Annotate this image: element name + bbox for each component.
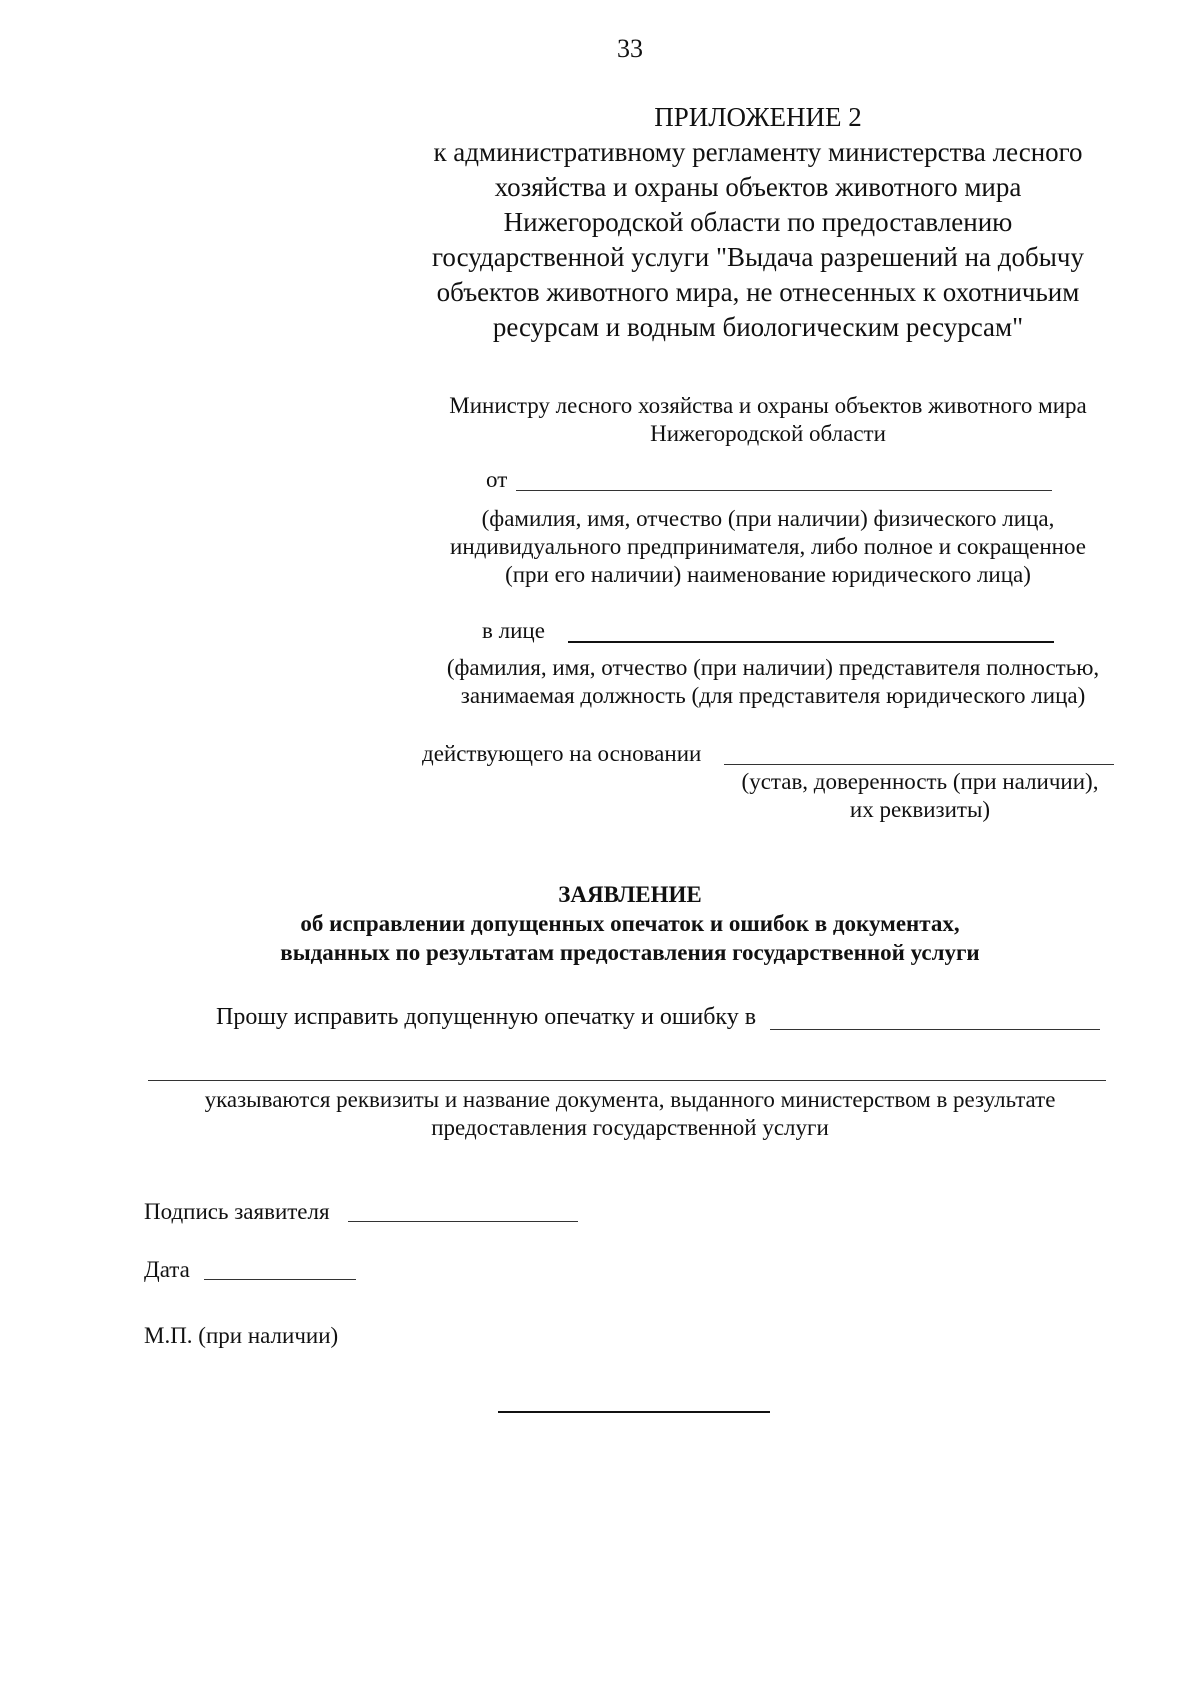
from-label: от: [486, 467, 508, 492]
from-hint: [418, 505, 1118, 589]
appendix-header: [408, 100, 1108, 345]
represented-hint-line-2: занимаемая должность (для представителя юридического лица): [460, 683, 1086, 708]
appendix-line-2: хозяйства и охраны объектов животного мира: [494, 172, 1022, 202]
closing-separator: [498, 1411, 770, 1413]
from-hint-line-1: (фамилия, имя, отчество (при наличии) физического лица,: [481, 506, 1055, 531]
addressee-line-1: Министру лесного хозяйства и охраны объектов животного мира: [449, 393, 1087, 418]
addressee-line-2: Нижегородской области: [650, 421, 886, 446]
appendix-line-6: ресурсам и водным биологическим ресурсам": [492, 312, 1024, 342]
page-number: 33: [617, 34, 643, 63]
request-text: Прошу исправить допущенную опечатку и ошибку в: [216, 1004, 757, 1030]
from-hint-line-2: индивидуального предпринимателя, либо полное и сокращенное: [450, 534, 1086, 559]
stamp-label: М.П. (при наличии): [144, 1323, 339, 1348]
from-input-line[interactable]: [516, 490, 1052, 491]
appendix-title: ПРИЛОЖЕНИЕ 2: [654, 102, 862, 132]
from-hint-line-3: (при его наличии) наименование юридического лица): [505, 562, 1031, 587]
request-hint-line-1: указываются реквизиты и название документа, выданного министерством в результате: [204, 1087, 1056, 1112]
date-input-line[interactable]: [204, 1279, 356, 1280]
request-hint-line-2: предоставления государственной услуги: [431, 1115, 829, 1140]
signature-input-line[interactable]: [348, 1221, 578, 1222]
basis-hint: [720, 768, 1120, 824]
statement-heading: [150, 880, 1110, 967]
signature-label: Подпись заявителя: [144, 1199, 330, 1224]
date-label: Дата: [144, 1257, 190, 1282]
statement-title: ЗАЯВЛЕНИЕ: [558, 882, 702, 907]
basis-hint-line-2: их реквизиты): [849, 797, 991, 822]
basis-label: действующего на основании: [422, 741, 702, 766]
represented-hint: [418, 654, 1128, 710]
basis-hint-line-1: (устав, доверенность (при наличии),: [741, 769, 1099, 794]
addressee-block: [418, 392, 1118, 448]
document-details-input-line[interactable]: [148, 1080, 1106, 1081]
statement-subtitle-1: об исправлении допущенных опечаток и ошибок в документах,: [300, 911, 960, 936]
represented-input-line[interactable]: [568, 641, 1054, 643]
appendix-line-1: к административному регламенту министерства лесного: [433, 137, 1083, 167]
appendix-line-3: Нижегородской области по предоставлению: [503, 207, 1013, 237]
appendix-line-4: государственной услуги "Выдача разрешений на добычу: [432, 242, 1084, 272]
appendix-line-5: объектов животного мира, не отнесенных к охотничьим: [436, 277, 1080, 307]
represented-hint-line-1: (фамилия, имя, отчество (при наличии) представителя полностью,: [446, 655, 1100, 680]
request-hint: [150, 1086, 1110, 1142]
basis-input-line[interactable]: [724, 764, 1114, 765]
statement-subtitle-2: выданных по результатам предоставления государственной услуги: [280, 940, 980, 965]
request-input-line[interactable]: [770, 1029, 1100, 1030]
represented-label: в лице: [482, 618, 545, 643]
